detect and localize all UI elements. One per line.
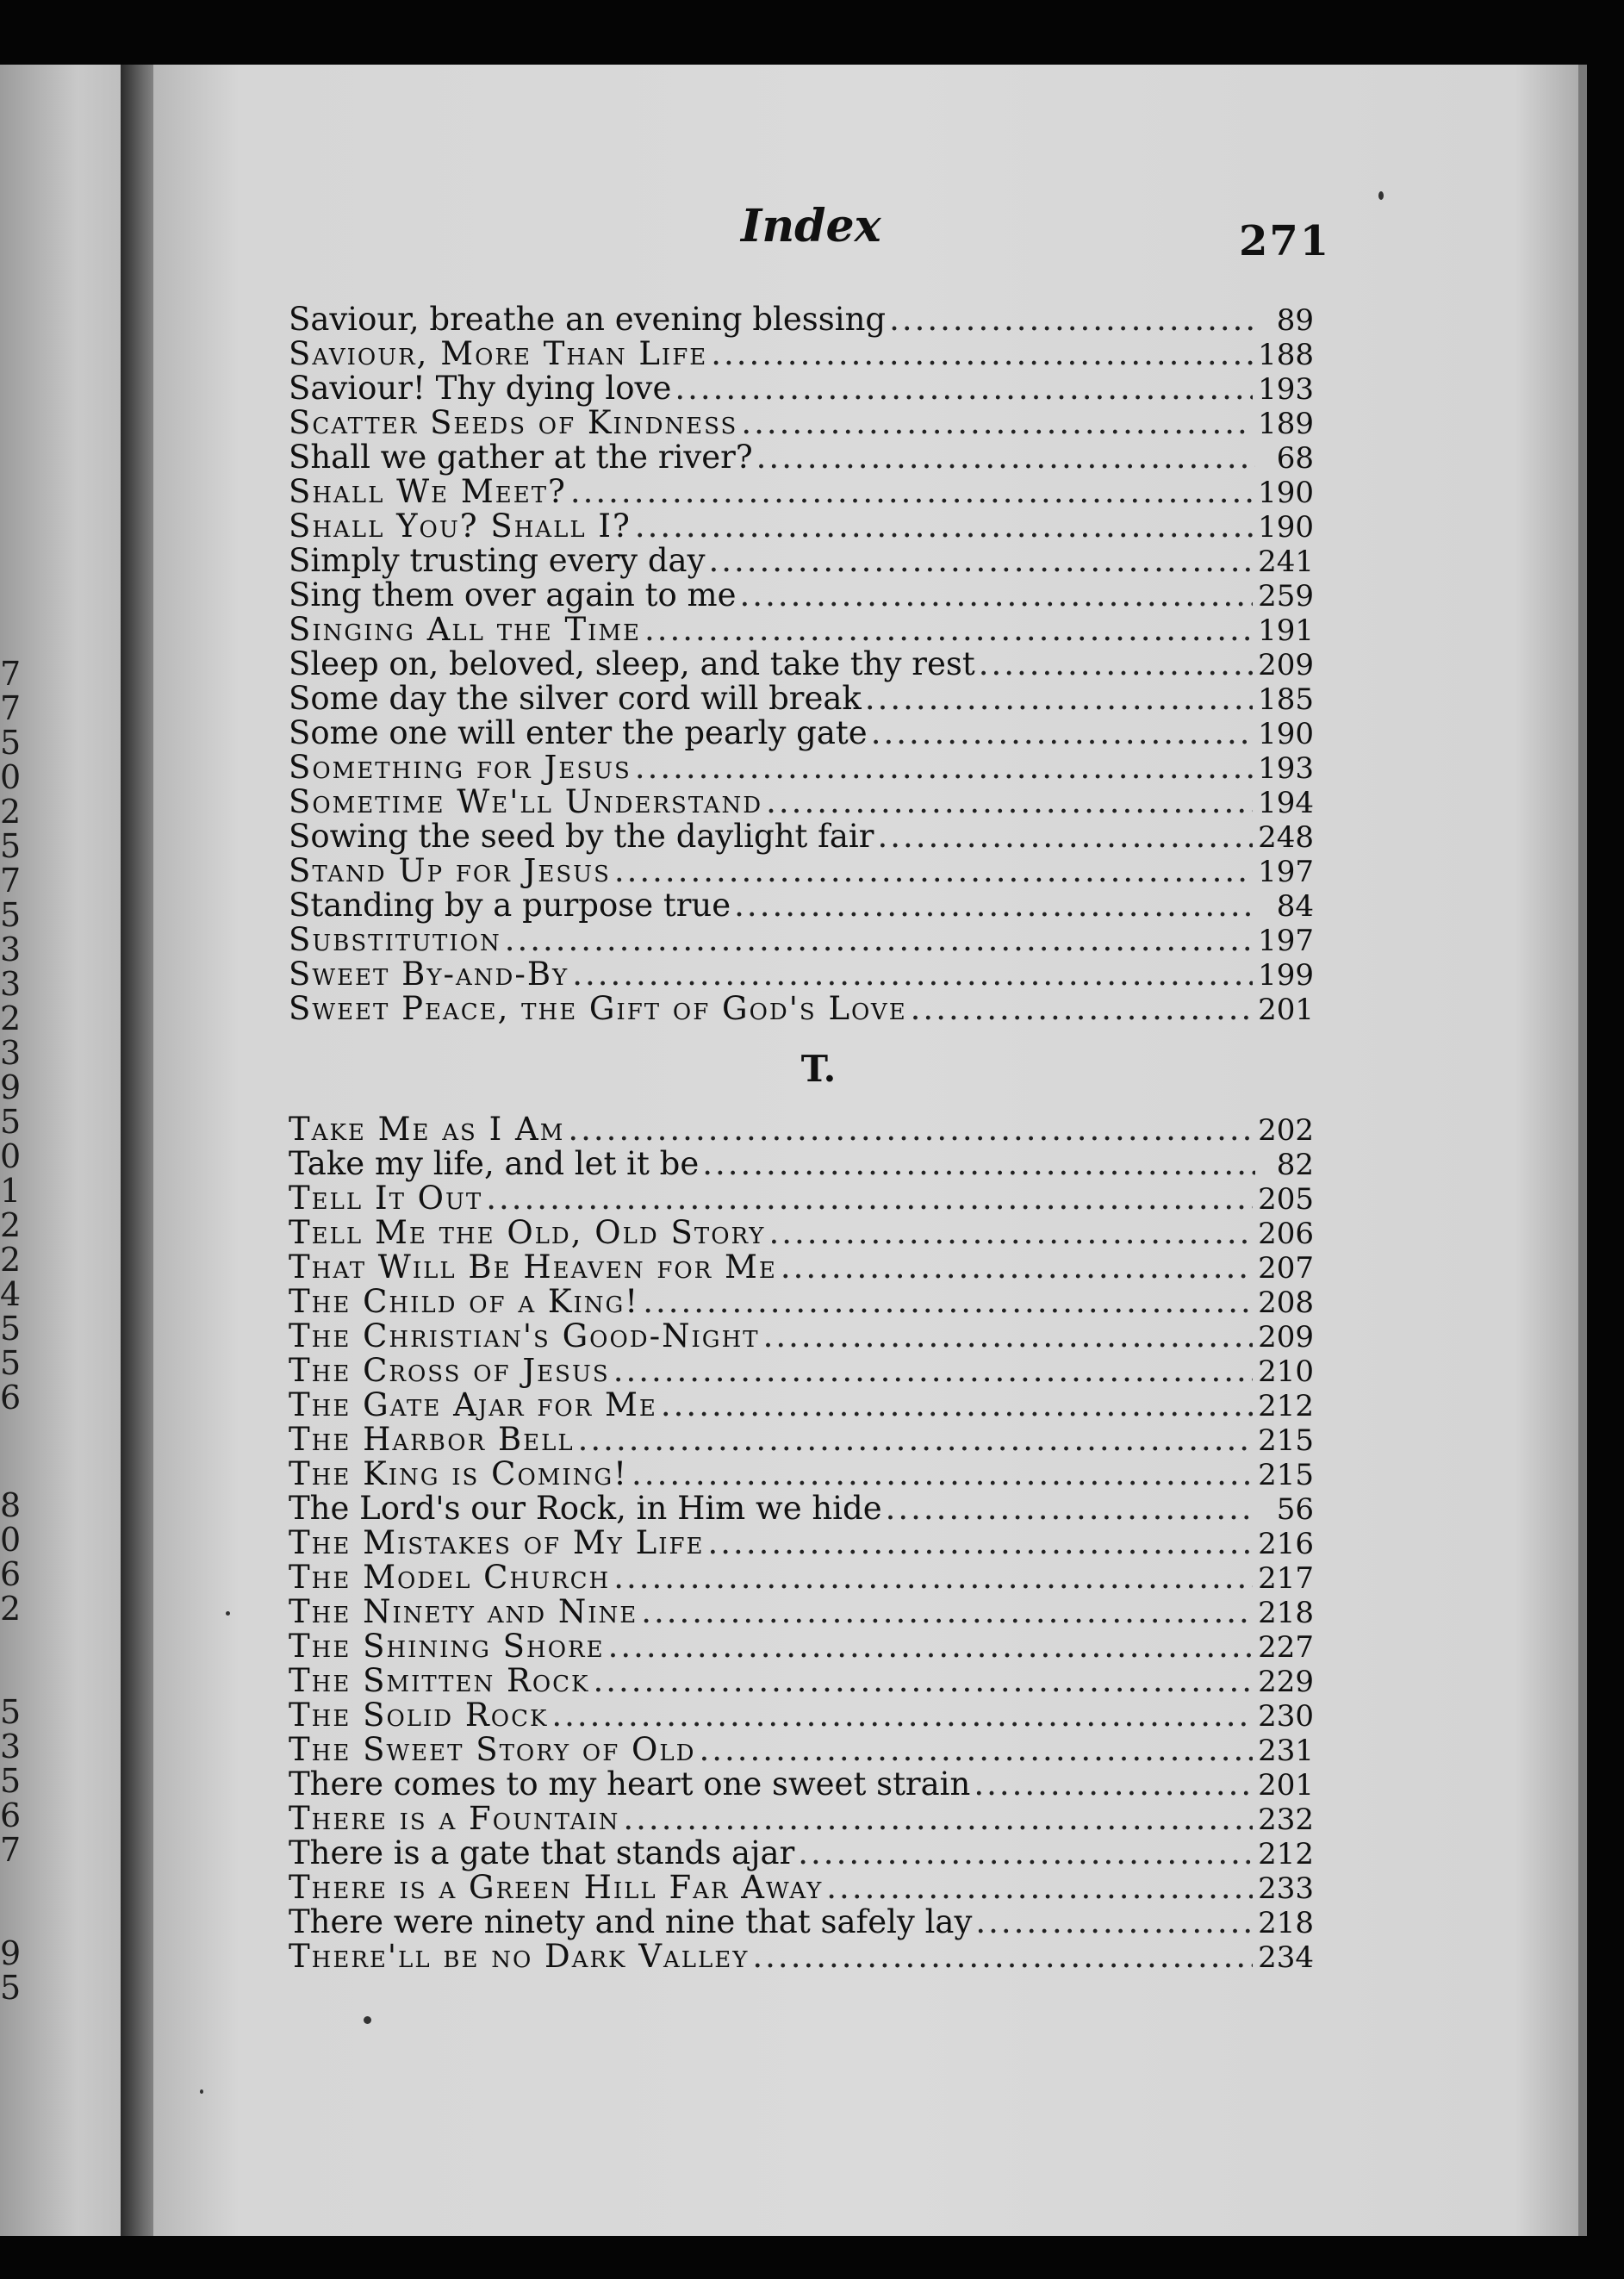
entry-page-number: 215: [1258, 1458, 1314, 1492]
previous-page-digit: 6: [0, 1796, 22, 1834]
index-entry: [289, 1940, 1314, 1974]
index-entry: [289, 1595, 1314, 1629]
entry-page-number: 189: [1258, 407, 1314, 441]
dot-leader: [709, 544, 1254, 578]
entry-page-number: 227: [1258, 1630, 1314, 1665]
previous-page-digit: 0: [0, 758, 22, 796]
dot-leader: [568, 1112, 1253, 1147]
index-entry: [289, 1250, 1314, 1285]
dot-leader: [613, 1354, 1253, 1388]
index-entry: [289, 1147, 1314, 1181]
previous-page-digit: 7: [0, 862, 22, 900]
dot-leader: [675, 371, 1253, 406]
index-entry: [289, 509, 1314, 544]
entry-title: There is a Green Hill Far Away: [289, 1869, 824, 1906]
entry-page-number: 191: [1258, 613, 1314, 648]
index-entry: [289, 992, 1314, 1026]
entry-page-number: 231: [1258, 1734, 1314, 1768]
entry-title: Saviour, breathe an evening blessing: [289, 301, 887, 338]
dot-leader: [632, 1457, 1253, 1491]
index-entry: [289, 1491, 1314, 1526]
entry-page-number: 248: [1258, 820, 1314, 855]
previous-page-digit: 2: [0, 1241, 22, 1279]
entry-page-number: 82: [1276, 1148, 1314, 1182]
entry-page-number: 190: [1258, 510, 1314, 545]
index-entry: [289, 716, 1314, 750]
entry-page-number: 212: [1258, 1837, 1314, 1871]
entry-page-number: 232: [1258, 1803, 1314, 1837]
entry-title: Sowing the seed by the daylight fair: [289, 818, 874, 855]
entry-page-number: 188: [1258, 338, 1314, 372]
dot-leader: [572, 957, 1253, 992]
dot-leader: [911, 992, 1253, 1026]
index-entry: [289, 337, 1314, 371]
entry-title: Take Me as I Am: [289, 1111, 565, 1148]
dot-leader: [593, 1664, 1253, 1698]
entry-title: Sweet Peace, the Gift of God's Love: [289, 990, 907, 1027]
entry-title: Sing them over again to me: [289, 576, 737, 613]
previous-page-digit: 5: [0, 1762, 22, 1800]
entry-page-number: 218: [1258, 1596, 1314, 1630]
entry-title: The Sweet Story of Old: [289, 1731, 696, 1768]
index-entry: [289, 1664, 1314, 1698]
dot-leader: [708, 1526, 1254, 1560]
dot-leader: [551, 1698, 1253, 1733]
index-entry: [289, 1354, 1314, 1388]
index-entry: [289, 1181, 1314, 1216]
entry-title: Something for Jesus: [289, 749, 632, 786]
previous-page-digit: 7: [0, 689, 22, 727]
previous-page-digit: 3: [0, 1034, 22, 1072]
entry-title: There comes to my heart one sweet strain: [289, 1765, 971, 1803]
dot-leader: [578, 1423, 1253, 1457]
entry-title: Shall You? Shall I?: [289, 507, 632, 545]
previous-page-digit: 6: [0, 1555, 22, 1593]
dot-leader: [635, 509, 1253, 544]
entry-title: Tell It Out: [289, 1180, 483, 1217]
index-entry: [289, 750, 1314, 785]
entry-title: The Model Church: [289, 1559, 611, 1596]
entry-title: Scatter Seeds of Kindness: [289, 404, 738, 441]
entry-page-number: 68: [1276, 441, 1314, 476]
previous-page-digit: 5: [0, 1103, 22, 1141]
entry-page-number: 209: [1258, 648, 1314, 682]
entry-title: The King is Coming!: [289, 1455, 629, 1492]
dot-leader: [975, 1905, 1253, 1940]
entry-page-number: 230: [1258, 1699, 1314, 1734]
entry-page-number: 212: [1258, 1389, 1314, 1423]
entry-title: The Child of a King!: [289, 1283, 640, 1320]
entry-page-number: 190: [1258, 717, 1314, 751]
paper-speck: [226, 1611, 230, 1616]
entry-title: The Cross of Jesus: [289, 1352, 610, 1389]
previous-page-digit: 1: [0, 1172, 22, 1210]
entry-page-number: 207: [1258, 1251, 1314, 1286]
page-number: 271: [1239, 217, 1331, 265]
previous-page-digit: 5: [0, 1693, 22, 1731]
dot-leader: [641, 1595, 1253, 1629]
dot-leader: [644, 613, 1253, 647]
dot-leader: [635, 750, 1253, 785]
entry-page-number: 202: [1258, 1113, 1314, 1148]
paper-speck: [1378, 191, 1384, 200]
previous-page-digit: 5: [0, 1969, 22, 2007]
index-entry: [289, 854, 1314, 888]
index-entry: [289, 1836, 1314, 1871]
entry-title: Shall We Meet?: [289, 473, 567, 510]
entry-page-number: 190: [1258, 476, 1314, 510]
entry-page-number: 215: [1258, 1423, 1314, 1458]
previous-page-digit: 9: [0, 1068, 22, 1106]
entry-title: Saviour, More Than Life: [289, 335, 708, 372]
index-entry: [289, 1112, 1314, 1147]
entry-title: Tell Me the Old, Old Story: [289, 1214, 766, 1251]
entry-page-number: 208: [1258, 1286, 1314, 1320]
entry-title: Sweet By-and-By: [289, 956, 569, 993]
index-entry: [289, 406, 1314, 440]
entry-title: That Will Be Heaven for Me: [289, 1248, 777, 1286]
index-entry: [289, 647, 1314, 682]
paper-speck: [200, 2089, 203, 2094]
entry-page-number: 89: [1276, 303, 1314, 338]
entry-page-number: 241: [1258, 545, 1314, 579]
index-entry: [289, 1526, 1314, 1560]
index-entry: [289, 888, 1314, 923]
entry-page-number: 197: [1258, 855, 1314, 889]
entry-page-number: 199: [1258, 958, 1314, 993]
previous-page-digit: 4: [0, 1275, 22, 1313]
dot-leader: [752, 1940, 1253, 1974]
entry-page-number: 185: [1258, 682, 1314, 717]
index-entry: [289, 682, 1314, 716]
index-entries: [289, 302, 1314, 1974]
entry-page-number: 206: [1258, 1217, 1314, 1251]
dot-leader: [505, 923, 1253, 957]
dot-leader: [766, 785, 1253, 819]
entry-title: The Smitten Rock: [289, 1662, 590, 1699]
previous-page-digit: 0: [0, 1137, 22, 1175]
index-entry: [289, 785, 1314, 819]
entry-page-number: 259: [1258, 579, 1314, 613]
dot-leader: [661, 1388, 1253, 1423]
previous-page-digit: 9: [0, 1934, 22, 1972]
entry-title: There is a gate that stands ajar: [289, 1834, 795, 1871]
entry-page-number: 218: [1258, 1906, 1314, 1940]
previous-page-digit: 2: [0, 1206, 22, 1244]
paper-speck: [364, 2016, 371, 2024]
entry-title: The Gate Ajar for Me: [289, 1386, 657, 1423]
dot-leader: [734, 888, 1255, 923]
index-entry: [289, 578, 1314, 613]
entry-page-number: 205: [1258, 1182, 1314, 1217]
index-entry: [289, 1423, 1314, 1457]
index-entry: [289, 1388, 1314, 1423]
dot-leader: [889, 302, 1255, 337]
dot-leader: [608, 1629, 1254, 1664]
dot-leader: [702, 1147, 1255, 1181]
index-entry: [289, 302, 1314, 337]
previous-page-digit: 8: [0, 1486, 22, 1524]
entry-page-number: 209: [1258, 1320, 1314, 1354]
index-entry: [289, 957, 1314, 992]
dot-leader: [623, 1802, 1253, 1836]
previous-page-digit: 7: [0, 655, 22, 693]
index-entry: [289, 1767, 1314, 1802]
dot-leader: [570, 475, 1253, 509]
previous-page-digit: 5: [0, 1310, 22, 1348]
dot-leader: [614, 854, 1253, 888]
entry-title: Shall we gather at the river?: [289, 439, 753, 476]
entry-page-number: 234: [1258, 1940, 1314, 1975]
page-edge-shadow: [1578, 65, 1587, 2236]
entry-title: There is a Fountain: [289, 1800, 620, 1837]
entry-title: Sometime We'll Understand: [289, 783, 763, 820]
section-letter-t: T.: [800, 1048, 837, 1090]
dot-leader: [877, 819, 1253, 854]
entry-title: The Shining Shore: [289, 1628, 605, 1665]
entry-title: The Ninety and Nine: [289, 1593, 638, 1630]
s-section: [289, 302, 1314, 1026]
index-entry: [289, 819, 1314, 854]
index-entry: [289, 1698, 1314, 1733]
entry-title: Singing All the Time: [289, 611, 642, 648]
dot-leader: [756, 440, 1255, 475]
index-entry: [289, 1905, 1314, 1940]
index-entry: [289, 613, 1314, 647]
entry-page-number: 193: [1258, 751, 1314, 786]
index-entry: [289, 1560, 1314, 1595]
entry-page-number: 229: [1258, 1665, 1314, 1699]
entry-page-number: 201: [1258, 1768, 1314, 1803]
index-entry: [289, 544, 1314, 578]
entry-page-number: 197: [1258, 924, 1314, 958]
previous-page-digit: 3: [0, 1728, 22, 1765]
previous-page-digit: 7: [0, 1831, 22, 1869]
entry-title: The Christian's Good-Night: [289, 1317, 760, 1354]
entry-page-number: 84: [1276, 889, 1314, 924]
entry-page-number: 210: [1258, 1354, 1314, 1389]
dot-leader: [700, 1733, 1254, 1767]
previous-page-digit: 5: [0, 724, 22, 762]
index-entry: [289, 1733, 1314, 1767]
entry-title: Saviour! Thy dying love: [289, 370, 672, 407]
entry-title: There were ninety and nine that safely lay: [289, 1903, 973, 1940]
previous-page-digit: 5: [0, 1344, 22, 1382]
index-entry: [289, 1319, 1314, 1354]
dot-leader: [865, 682, 1253, 716]
entry-page-number: 217: [1258, 1561, 1314, 1596]
entry-page-number: 56: [1276, 1492, 1314, 1527]
entry-title: The Mistakes of My Life: [289, 1524, 705, 1561]
index-entry: [289, 440, 1314, 475]
dot-leader: [741, 406, 1253, 440]
entry-title: The Lord's our Rock, in Him we hide: [289, 1490, 882, 1527]
entry-title: Some day the silver cord will break: [289, 680, 862, 717]
entry-title: Sleep on, beloved, sleep, and take thy rest: [289, 645, 975, 682]
dot-leader: [763, 1319, 1254, 1354]
index-entry: [289, 1457, 1314, 1491]
previous-page-digit: 2: [0, 999, 22, 1037]
entry-title: Stand Up for Jesus: [289, 852, 611, 889]
entry-title: The Solid Rock: [289, 1697, 549, 1734]
index-entry: [289, 1285, 1314, 1319]
index-entry: [289, 1802, 1314, 1836]
previous-page-digit: 3: [0, 931, 22, 968]
index-entry: [289, 923, 1314, 957]
entry-page-number: 193: [1258, 372, 1314, 407]
entry-title: There'll be no Dark Valley: [289, 1938, 750, 1975]
dot-leader: [979, 647, 1253, 682]
previous-page-digit: 5: [0, 827, 22, 865]
dot-leader: [886, 1491, 1255, 1526]
entry-title: Simply trusting every day: [289, 542, 706, 579]
entry-page-number: 194: [1258, 786, 1314, 820]
dot-leader: [781, 1250, 1253, 1285]
previous-page-digit: 5: [0, 896, 22, 934]
index-entry: [289, 475, 1314, 509]
dot-leader: [486, 1181, 1253, 1216]
previous-page-digit: 2: [0, 793, 22, 831]
running-header-title: Index: [741, 200, 881, 252]
previous-page-digit: 2: [0, 1590, 22, 1628]
entry-title: Take my life, and let it be: [289, 1145, 700, 1182]
entry-title: Some one will enter the pearly gate: [289, 714, 868, 751]
previous-page-digit: 0: [0, 1521, 22, 1559]
previous-page-digit: 6: [0, 1379, 22, 1417]
entry-title: Substitution: [289, 921, 501, 958]
t-section: [289, 1112, 1314, 1974]
index-entry: [289, 1216, 1314, 1250]
index-entry: [289, 1629, 1314, 1664]
previous-page-digit: 3: [0, 965, 22, 1003]
index-entry: [289, 371, 1314, 406]
dot-leader: [643, 1285, 1253, 1319]
dot-leader: [613, 1560, 1253, 1595]
index-entry: [289, 1871, 1314, 1905]
dot-leader: [740, 578, 1254, 613]
dot-leader: [798, 1836, 1253, 1871]
entry-page-number: 233: [1258, 1871, 1314, 1906]
entry-title: The Harbor Bell: [289, 1421, 575, 1458]
dot-leader: [871, 716, 1253, 750]
dot-leader: [768, 1216, 1253, 1250]
entry-page-number: 201: [1258, 993, 1314, 1027]
dot-leader: [711, 337, 1253, 371]
dot-leader: [974, 1767, 1253, 1802]
dot-leader: [826, 1871, 1253, 1905]
entry-page-number: 216: [1258, 1527, 1314, 1561]
entry-title: Standing by a purpose true: [289, 887, 731, 924]
